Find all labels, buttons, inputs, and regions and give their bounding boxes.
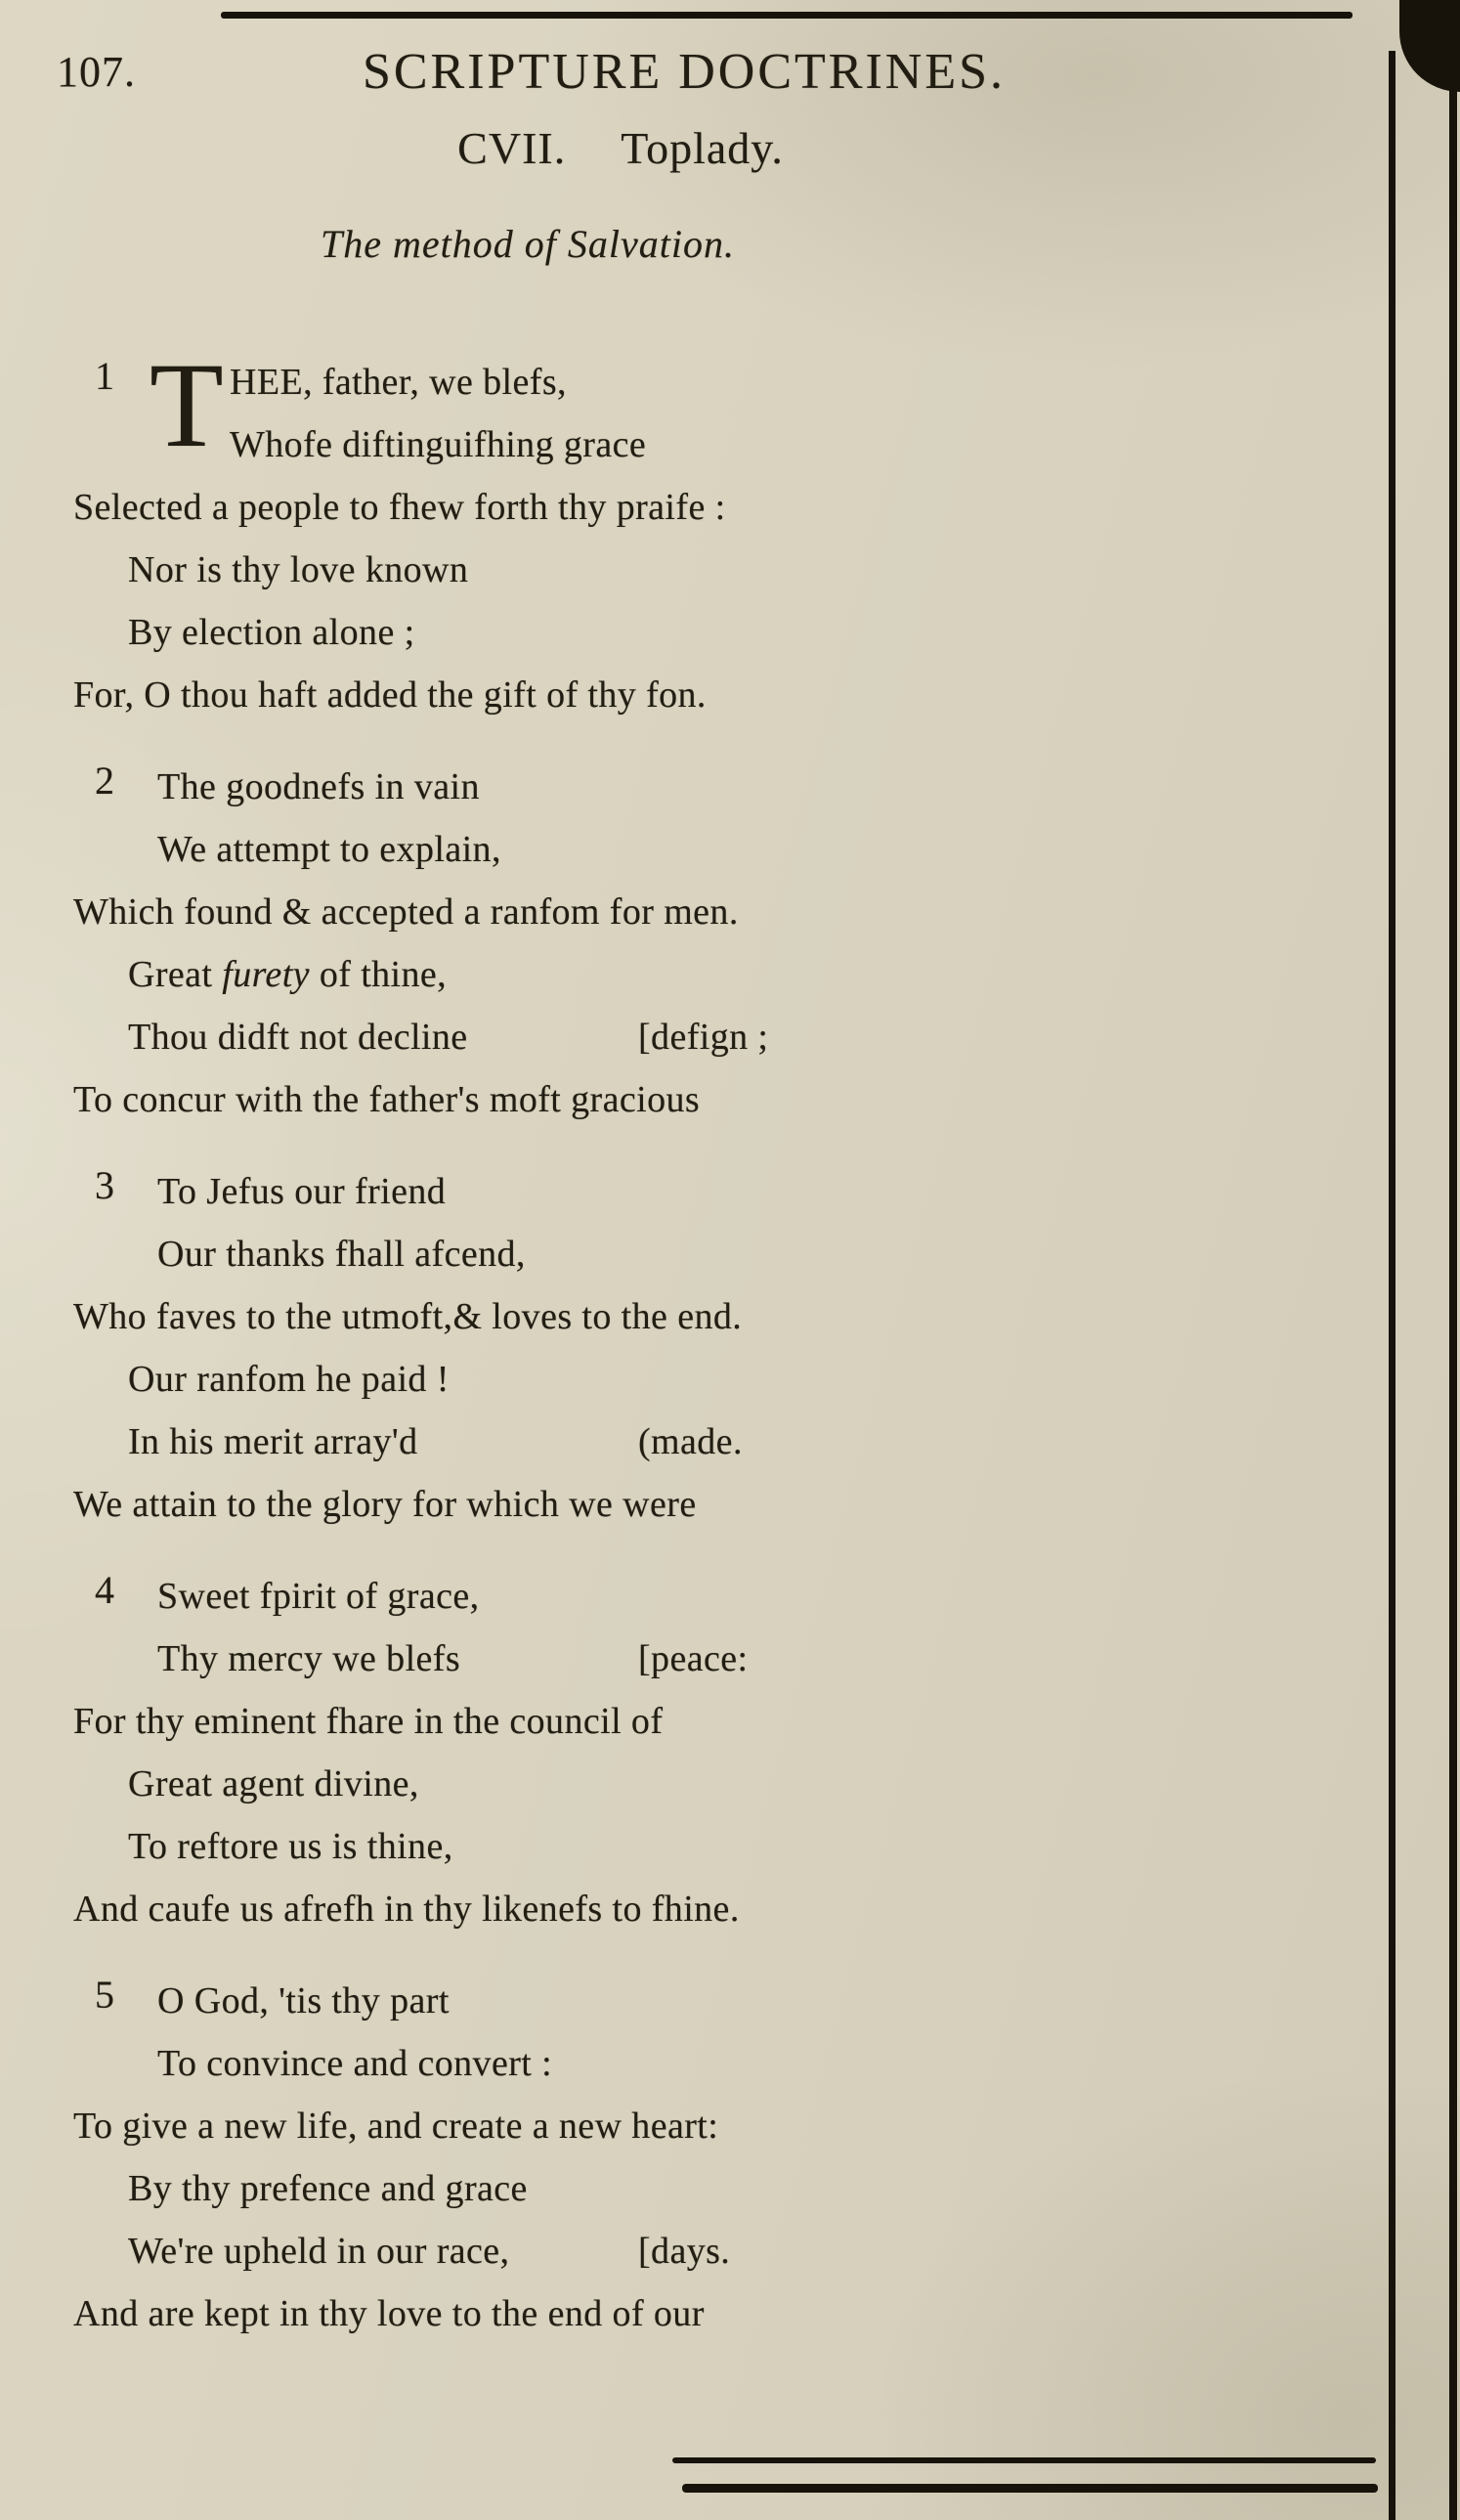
hymn-number: CVII. [457,123,567,173]
verse-line: O God, 'tis thy part [157,1980,450,2021]
hymn-verses [73,338,914,2345]
catchword: (made. [638,1421,743,1462]
verse-line: Who faves to the utmoft,& loves to the end. [73,1296,743,1337]
catchword: [defign ; [638,1017,769,1058]
page-number: 107. [57,48,136,96]
verse-line: Great agent divine, [128,1763,419,1804]
verse-number: 3 [95,1163,114,1207]
verse-line: To Jefus our friend [157,1171,447,1212]
verse-line: We're upheld in our race, [days. [73,2220,914,2282]
verse-line: Thy mercy we blefs [peace: [73,1628,914,1690]
verse-line: Our thanks fhall afcend, [157,1234,526,1275]
binding-line [1389,51,1396,2520]
running-title: SCRIPTURE DOCTRINES. [362,44,1007,100]
verse-line: Which found & accepted a ranfom for men. [73,891,739,933]
bottom-rule-upper [672,2457,1376,2463]
verse-line: By thy prefence and grace [128,2168,528,2209]
verse-number: 1 [95,354,114,398]
verse-line: In his merit array'd (made. [73,1411,914,1473]
verse-line: To concur with the father's moft gracious [73,1079,701,1120]
verse-number: 5 [95,1973,114,2017]
verse-5 [73,1970,914,2345]
verse-line: To reftore us is thine, [128,1826,453,1867]
verse-1 [73,338,914,726]
running-header [0,0,1460,101]
verse-line: For thy eminent fhare in the council of [73,1701,664,1742]
verse-line: To convince and convert : [157,2043,553,2084]
hymn-title: The method of Salvation. [321,222,735,266]
verse-line: HEE, father, we blefs, [230,362,567,403]
verse-line: We attempt to explain, [157,829,501,870]
verse-line: And caufe us afrefh in thy likenefs to fhine. [73,1889,740,1930]
italic-word: furety [222,954,310,995]
hymn-heading [0,122,1241,174]
verse-4 [73,1565,914,1940]
verse-line: We attain to the glory for which we were [73,1484,697,1525]
verse-line: Sweet fpirit of grace, [157,1576,480,1617]
verse-number: 2 [95,759,114,803]
verse-line: Nor is thy love known [128,549,469,590]
verse-line: Our ranfom he paid ! [128,1359,450,1400]
verse-line: For, O thou haft added the gift of thy fon. [73,674,707,716]
verse-line: Whofe diftinguifhing grace [230,424,647,465]
page-edge-line [1449,84,1457,2520]
verse-line: Thou didft not decline [defign ; [73,1006,914,1068]
verse-line: By election alone ; [128,612,415,653]
verse-line: Selected a people to fhew forth thy praife : [73,487,726,528]
verse-number: 4 [95,1568,114,1612]
verse-line: Great furety of thine, [128,954,448,995]
hymn-author: Toplady. [621,123,784,173]
verse-2 [73,756,914,1131]
catchword: [peace: [638,1638,749,1679]
drop-cap: T [150,338,224,472]
verse-line: And are kept in thy love to the end of our [73,2293,705,2334]
bottom-rule-lower [682,2484,1378,2493]
verse-line: The goodnefs in vain [157,766,480,807]
catchword: [days. [638,2231,731,2272]
verse-3 [73,1160,914,1536]
verse-line: To give a new life, and create a new heart: [73,2106,719,2147]
